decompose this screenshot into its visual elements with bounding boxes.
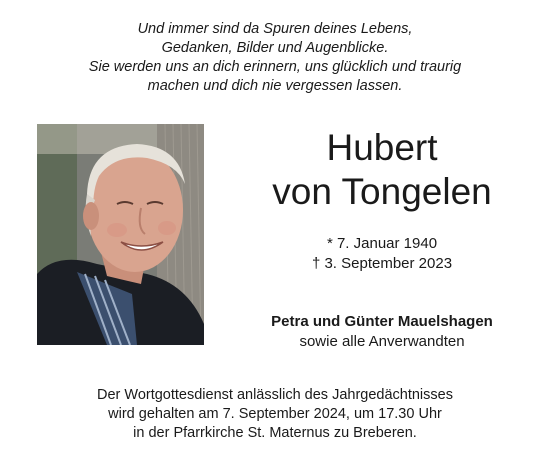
life-dates [222, 234, 542, 274]
service-line: in der Pfarrkirche St. Maternus zu Breberen. [133, 425, 417, 441]
mourners-family: Petra und Günter Mauelshagen [271, 313, 493, 330]
birth-date: * 7. Januar 1940 [326, 235, 438, 252]
name-first: Hubert [326, 127, 438, 168]
mourners [222, 312, 542, 352]
poem-line: Sie werden uns an dich erinnern, uns glücklich und traurig [88, 59, 462, 75]
service-line: Der Wortgottesdienst anlässlich des Jahrgedächtnisses [97, 387, 453, 403]
name-last: von Tongelen [272, 171, 492, 212]
mourners-others: sowie alle Anverwandten [299, 333, 465, 350]
service-announcement [40, 386, 510, 443]
service-line: wird gehalten am 7. September 2024, um 17.30 Uhr [108, 406, 442, 422]
deceased-name [222, 126, 542, 214]
poem-line: machen und dich nie vergessen lassen. [147, 78, 403, 94]
poem-line: Und immer sind da Spuren deines Lebens, [137, 21, 413, 37]
death-date: † 3. September 2023 [311, 255, 453, 272]
memorial-poem [40, 20, 510, 96]
portrait-photo [37, 124, 204, 345]
poem-line: Gedanken, Bilder und Augenblicke. [161, 40, 389, 56]
